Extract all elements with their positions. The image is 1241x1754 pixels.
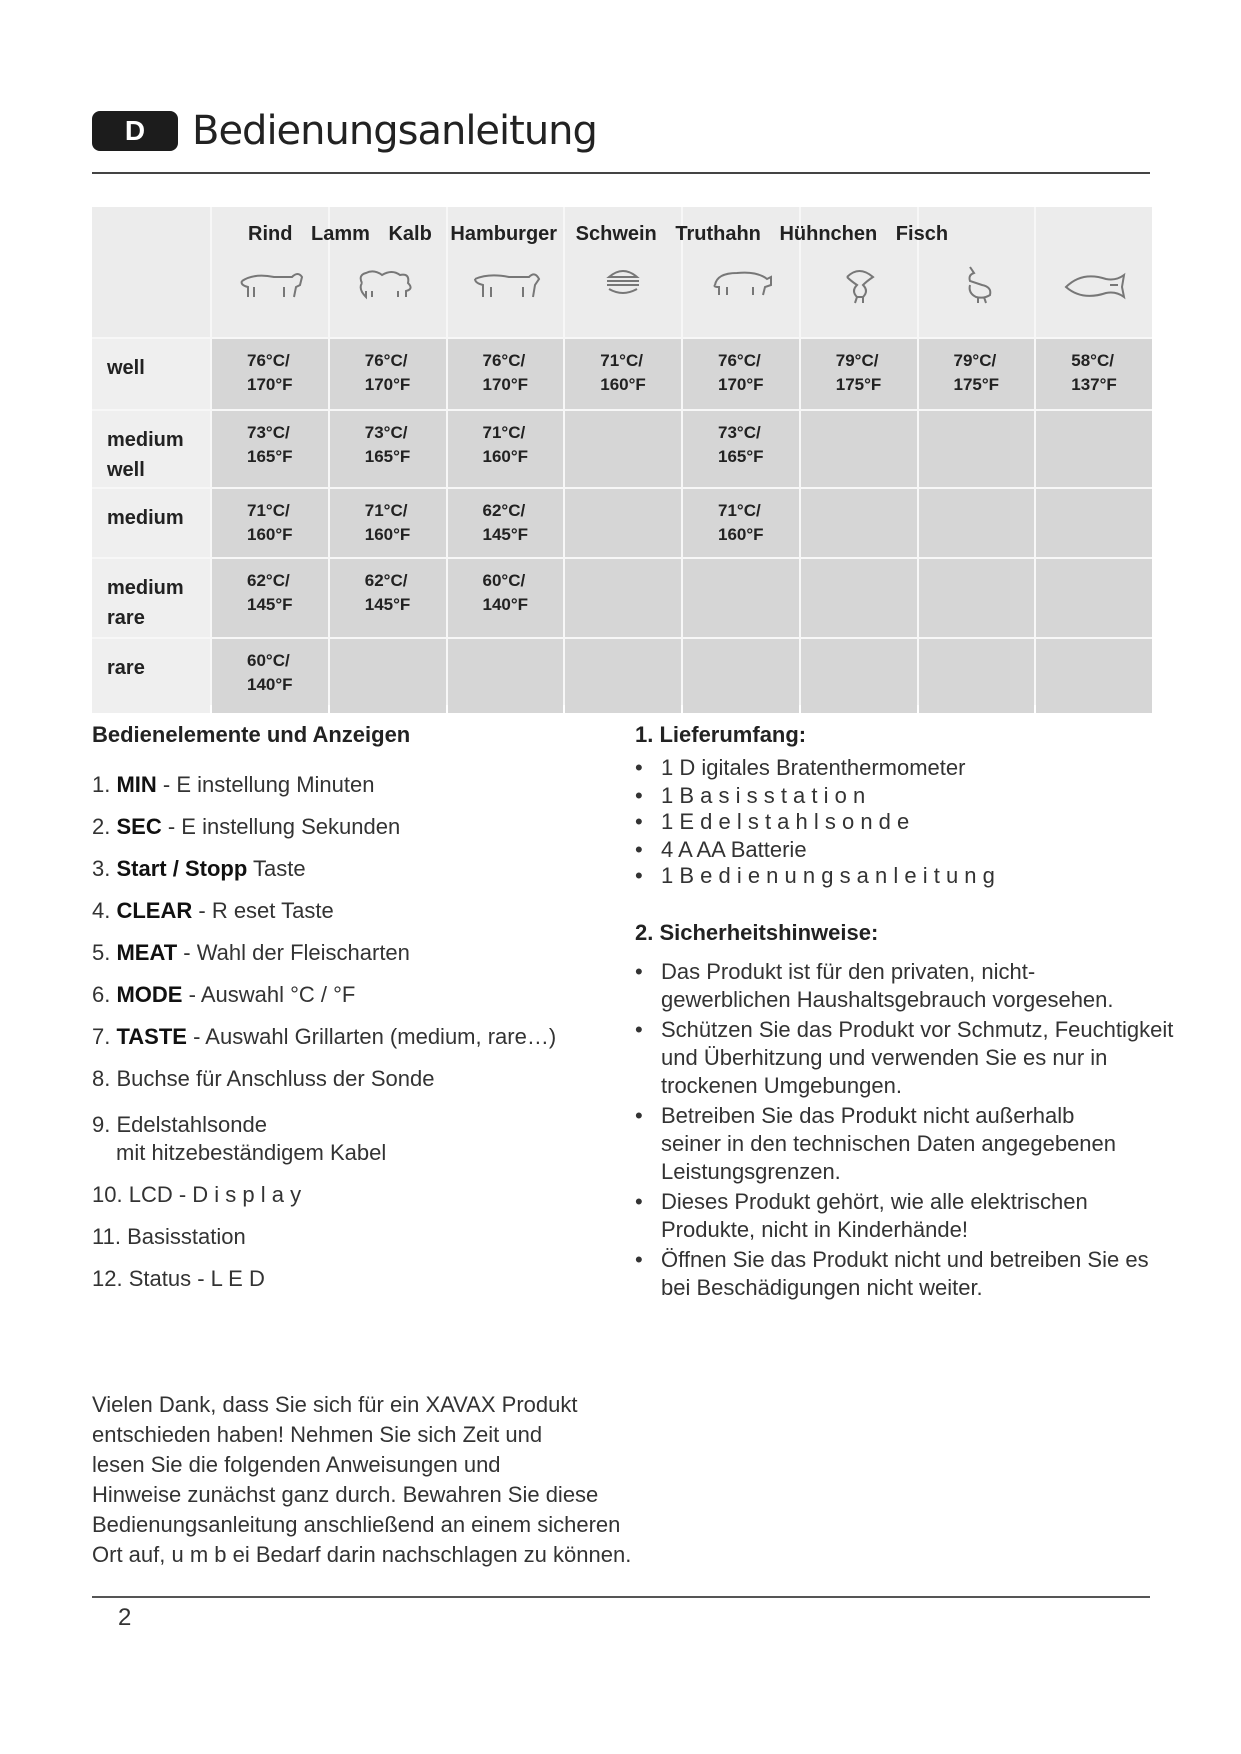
safety-item bbox=[635, 1188, 1210, 1244]
delivery-heading: 1. Lieferumfang: bbox=[635, 722, 807, 747]
temperature-value: 71°C/ bbox=[718, 501, 761, 520]
control-number: 12. bbox=[92, 1266, 123, 1291]
control-number: 2. bbox=[92, 814, 111, 839]
temperature-value: 71°C/ bbox=[364, 501, 408, 520]
control-description: Taste bbox=[247, 856, 306, 881]
temperature-cell bbox=[212, 489, 328, 557]
meat-name: Hühnchen bbox=[779, 223, 878, 245]
control-number: 9. bbox=[92, 1112, 111, 1137]
fish-icon bbox=[1058, 263, 1130, 310]
temperature-cell bbox=[919, 639, 1035, 713]
control-description: - E instellung Sekunden bbox=[161, 814, 401, 839]
temperature-cell bbox=[683, 411, 799, 487]
safety-item-line: Dieses Produkt gehört, wie alle elektrischen bbox=[661, 1189, 1088, 1214]
control-description: Buchse für Anschluss der Sonde bbox=[116, 1066, 435, 1091]
meat-name: Hamburger bbox=[450, 223, 558, 245]
doneness-label-line: rare bbox=[107, 607, 145, 629]
control-number: 3. bbox=[92, 856, 111, 881]
temperature-value: 76°C/ bbox=[718, 351, 761, 370]
temperature-cell bbox=[919, 339, 1035, 409]
temperature-cell bbox=[330, 639, 446, 713]
bullet-icon: • bbox=[635, 809, 643, 834]
controls-section bbox=[92, 722, 652, 1567]
temperature-cell bbox=[212, 559, 328, 637]
doneness-label-line: medium bbox=[107, 429, 184, 451]
meat-column-header bbox=[1036, 207, 1152, 337]
temperature-value: 170°F bbox=[718, 375, 764, 394]
temperature-cell bbox=[448, 489, 564, 557]
temperature-value: 60°C/ bbox=[247, 651, 290, 670]
safety-item-line: Leistungsgrenzen. bbox=[661, 1159, 841, 1184]
doneness-label bbox=[92, 411, 210, 487]
safety-item-text bbox=[635, 1246, 1210, 1302]
safety-item bbox=[635, 1016, 1210, 1100]
control-item bbox=[92, 1024, 556, 1050]
temperature-cell bbox=[565, 559, 681, 637]
bullet-icon: • bbox=[635, 1247, 643, 1272]
control-description: - Auswahl °C / °F bbox=[182, 982, 356, 1007]
doneness-label-line: well bbox=[107, 459, 145, 481]
delivery-item-text: 1 B e d i e n u n g s a n l e i t u n g bbox=[661, 863, 995, 888]
temperature-cell bbox=[1036, 639, 1152, 713]
intro-paragraph bbox=[92, 1390, 692, 1570]
intro-line: Bedienungsanleitung anschließend an einem sicheren bbox=[92, 1512, 621, 1537]
temperature-cell bbox=[801, 559, 917, 637]
safety-item bbox=[635, 1246, 1210, 1302]
control-key: CLEAR bbox=[116, 898, 193, 923]
temperature-value: 170°F bbox=[482, 375, 529, 394]
temperature-value: 71°C/ bbox=[247, 501, 290, 520]
control-key: MEAT bbox=[116, 940, 178, 965]
bottom-divider bbox=[92, 1596, 1150, 1598]
control-key: SEC bbox=[116, 814, 162, 839]
control-item bbox=[92, 1224, 246, 1250]
control-description: - Wahl der Fleischarten bbox=[177, 940, 410, 965]
temperature-value: 170°F bbox=[364, 375, 411, 394]
safety-item-line: gewerblichen Haushaltsgebrauch vorgesehen. bbox=[661, 987, 1114, 1012]
temperature-cell bbox=[330, 339, 446, 409]
controls-heading: Bedienelemente und Anzeigen bbox=[92, 722, 411, 747]
temperature-cell bbox=[683, 339, 799, 409]
temperature-cell bbox=[448, 339, 564, 409]
temperature-value: 145°F bbox=[482, 525, 529, 544]
control-description: - R eset Taste bbox=[192, 898, 334, 923]
doneness-label-line: medium bbox=[107, 507, 184, 529]
delivery-item-text: 1 E d e l s t a h l s o n d e bbox=[661, 809, 910, 834]
delivery-item-text: 1 D igitales Bratenthermometer bbox=[661, 755, 966, 780]
doneness-label bbox=[92, 559, 210, 637]
temperature-value: 160°F bbox=[364, 525, 411, 544]
safety-item-line: trockenen Umgebungen. bbox=[661, 1073, 902, 1098]
control-description: Edelstahlsonde bbox=[116, 1112, 267, 1137]
temperature-value: 175°F bbox=[953, 375, 1000, 394]
temperature-value: 165°F bbox=[718, 447, 764, 466]
control-item bbox=[116, 1140, 386, 1166]
control-number: 7. bbox=[92, 1024, 111, 1049]
bullet-icon: • bbox=[635, 755, 643, 780]
temperature-cell bbox=[212, 639, 328, 713]
delivery-item bbox=[635, 836, 807, 864]
intro-line: Hinweise zunächst ganz durch. Bewahren Sie diese bbox=[92, 1482, 599, 1507]
bullet-icon: • bbox=[635, 863, 643, 888]
temperature-value: 160°F bbox=[247, 525, 293, 544]
control-number: 8. bbox=[92, 1066, 111, 1091]
delivery-item-text: 4 A AA Batterie bbox=[661, 837, 807, 862]
safety-item-text bbox=[635, 1016, 1210, 1100]
control-item bbox=[92, 898, 334, 924]
temperature-value: 76°C/ bbox=[364, 351, 408, 370]
temperature-value: 58°C/ bbox=[1071, 351, 1114, 370]
temperature-value: 60°C/ bbox=[482, 571, 526, 590]
control-key: MODE bbox=[116, 982, 183, 1007]
temperature-cell bbox=[565, 411, 681, 487]
chicken-icon bbox=[940, 263, 1012, 310]
pig-icon bbox=[705, 263, 777, 310]
doneness-label bbox=[92, 639, 210, 713]
temperature-cell bbox=[565, 639, 681, 713]
temperature-table bbox=[92, 207, 1152, 705]
control-key: MIN bbox=[116, 772, 157, 797]
doneness-label-line: rare bbox=[107, 657, 145, 679]
temperature-value: 170°F bbox=[247, 375, 293, 394]
control-number: 11. bbox=[92, 1224, 121, 1249]
meat-name: Kalb bbox=[388, 223, 432, 245]
delivery-item bbox=[635, 754, 965, 782]
doneness-label bbox=[92, 339, 210, 409]
temperature-value: 165°F bbox=[247, 447, 293, 466]
control-description: Basisstation bbox=[127, 1224, 246, 1249]
safety-item-line: Das Produkt ist für den privaten, nicht- bbox=[661, 959, 1036, 984]
control-item bbox=[92, 1066, 434, 1092]
temperature-value: 73°C/ bbox=[247, 423, 290, 442]
temperature-value: 140°F bbox=[482, 595, 529, 614]
temperature-value: 165°F bbox=[364, 447, 411, 466]
meat-name: Fisch bbox=[895, 223, 949, 245]
temperature-cell bbox=[683, 559, 799, 637]
language-badge: D bbox=[92, 111, 178, 151]
safety-item-text bbox=[635, 1188, 1210, 1244]
doneness-label bbox=[92, 489, 210, 557]
temperature-cell bbox=[212, 411, 328, 487]
delivery-item-text: 1 B a s i s s t a t i o n bbox=[661, 783, 866, 808]
control-description: - E instellung Minuten bbox=[156, 772, 375, 797]
temperature-cell bbox=[683, 489, 799, 557]
temperature-cell bbox=[919, 411, 1035, 487]
temperature-value: 145°F bbox=[247, 595, 293, 614]
bullet-icon: • bbox=[635, 959, 643, 984]
temperature-value: 62°C/ bbox=[364, 571, 408, 590]
delivery-item bbox=[635, 808, 909, 836]
temperature-value: 137°F bbox=[1071, 375, 1117, 394]
page-number: 2 bbox=[118, 1604, 132, 1631]
control-item bbox=[92, 856, 306, 882]
control-key: TASTE bbox=[116, 1024, 187, 1049]
bullet-icon: • bbox=[635, 1017, 643, 1042]
bullet-icon: • bbox=[635, 783, 643, 808]
temperature-value: 160°F bbox=[600, 375, 646, 394]
temperature-cell bbox=[448, 639, 564, 713]
safety-item-line: Schützen Sie das Produkt vor Schmutz, Feuchtigkeit bbox=[661, 1017, 1174, 1042]
safety-heading: 2. Sicherheitshinweise: bbox=[635, 920, 879, 945]
intro-line: Ort auf, u m b ei Bedarf darin nachschlagen zu können. bbox=[92, 1542, 632, 1567]
temperature-value: 175°F bbox=[835, 375, 882, 394]
temperature-value: 76°C/ bbox=[247, 351, 290, 370]
intro-line: lesen Sie die folgenden Anweisungen und bbox=[92, 1452, 501, 1477]
meat-name: Rind bbox=[248, 223, 293, 245]
temperature-value: 79°C/ bbox=[835, 351, 879, 370]
control-key: Start / Stopp bbox=[116, 856, 248, 881]
turkey-icon bbox=[823, 263, 895, 310]
temperature-cell bbox=[1036, 411, 1152, 487]
control-description: - Auswahl Grillarten (medium, rare…) bbox=[186, 1024, 557, 1049]
safety-item-line: Öffnen Sie das Produkt nicht und betreiben Sie es bbox=[661, 1247, 1149, 1272]
temperature-cell bbox=[1036, 489, 1152, 557]
control-item bbox=[92, 1182, 301, 1208]
control-item bbox=[92, 772, 374, 798]
control-number: 10. bbox=[92, 1182, 123, 1207]
control-description: mit hitzebeständigem Kabel bbox=[116, 1140, 387, 1165]
control-number: 4. bbox=[92, 898, 111, 923]
temperature-value: 71°C/ bbox=[482, 423, 526, 442]
bullet-icon: • bbox=[635, 1189, 643, 1214]
bullet-icon: • bbox=[635, 1103, 643, 1128]
temperature-cell bbox=[212, 339, 328, 409]
control-description: Status - L E D bbox=[128, 1266, 265, 1291]
right-column bbox=[635, 722, 1205, 1300]
temperature-value: 79°C/ bbox=[953, 351, 997, 370]
sheep-icon bbox=[352, 263, 424, 310]
control-item bbox=[92, 1112, 267, 1138]
temperature-cell bbox=[801, 411, 917, 487]
doneness-label-line: medium bbox=[107, 577, 184, 599]
cow-icon bbox=[234, 263, 306, 310]
control-item bbox=[92, 940, 410, 966]
temperature-value: 62°C/ bbox=[247, 571, 290, 590]
bullet-icon: • bbox=[635, 837, 643, 862]
hamburger-icon bbox=[587, 263, 659, 310]
temperature-cell bbox=[683, 639, 799, 713]
temperature-value: 73°C/ bbox=[718, 423, 761, 442]
temperature-value: 62°C/ bbox=[482, 501, 526, 520]
temperature-cell bbox=[919, 489, 1035, 557]
temperature-cell bbox=[801, 339, 917, 409]
intro-line: Vielen Dank, dass Sie sich für ein XAVAX Produkt bbox=[92, 1392, 578, 1417]
temperature-value: 76°C/ bbox=[482, 351, 526, 370]
delivery-item bbox=[635, 782, 865, 810]
meat-name: Lamm bbox=[311, 223, 370, 245]
calf-icon bbox=[469, 263, 541, 310]
delivery-item bbox=[635, 862, 995, 890]
intro-line: entschieden haben! Nehmen Sie sich Zeit und bbox=[92, 1422, 543, 1447]
meat-name: Truthahn bbox=[675, 223, 761, 245]
safety-item-text bbox=[635, 1102, 1210, 1186]
temperature-value: 73°C/ bbox=[364, 423, 408, 442]
safety-item-line: Betreiben Sie das Produkt nicht außerhalb bbox=[661, 1103, 1075, 1128]
page-header bbox=[92, 108, 597, 154]
safety-item bbox=[635, 1102, 1210, 1186]
temperature-cell bbox=[448, 411, 564, 487]
safety-item-line: und Überhitzung und verwenden Sie es nur in bbox=[661, 1045, 1108, 1070]
doneness-label-line: well bbox=[107, 357, 145, 379]
control-number: 1. bbox=[92, 772, 111, 797]
temperature-cell bbox=[919, 559, 1035, 637]
temperature-value: 71°C/ bbox=[600, 351, 643, 370]
temperature-cell bbox=[1036, 339, 1152, 409]
temperature-cell bbox=[1036, 559, 1152, 637]
safety-item-line: Produkte, nicht in Kinderhände! bbox=[661, 1217, 968, 1242]
control-number: 5. bbox=[92, 940, 111, 965]
safety-item-text bbox=[635, 958, 1210, 1014]
temperature-value: 145°F bbox=[364, 595, 411, 614]
meat-name: Schwein bbox=[575, 223, 657, 245]
temperature-cell bbox=[330, 411, 446, 487]
temperature-cell bbox=[565, 489, 681, 557]
temperature-cell bbox=[801, 489, 917, 557]
control-item bbox=[92, 982, 355, 1008]
temperature-cell bbox=[565, 339, 681, 409]
control-description: LCD - D i s p l a y bbox=[128, 1182, 302, 1207]
temperature-value: 160°F bbox=[718, 525, 764, 544]
safety-item-line: seiner in den technischen Daten angegebenen bbox=[661, 1131, 1117, 1156]
temperature-cell bbox=[330, 559, 446, 637]
temperature-cell bbox=[448, 559, 564, 637]
temperature-value: 140°F bbox=[247, 675, 293, 694]
safety-item-line: bei Beschädigungen nicht weiter. bbox=[661, 1275, 983, 1300]
safety-item bbox=[635, 958, 1210, 1014]
temperature-value: 160°F bbox=[482, 447, 529, 466]
meat-names-header bbox=[248, 223, 961, 246]
temperature-cell bbox=[330, 489, 446, 557]
control-item bbox=[92, 1266, 265, 1292]
page-title: Bedienungsanleitung bbox=[192, 108, 597, 154]
temperature-cell bbox=[801, 639, 917, 713]
top-divider bbox=[92, 172, 1150, 174]
table-corner bbox=[92, 207, 210, 337]
control-item bbox=[92, 814, 400, 840]
control-number: 6. bbox=[92, 982, 111, 1007]
